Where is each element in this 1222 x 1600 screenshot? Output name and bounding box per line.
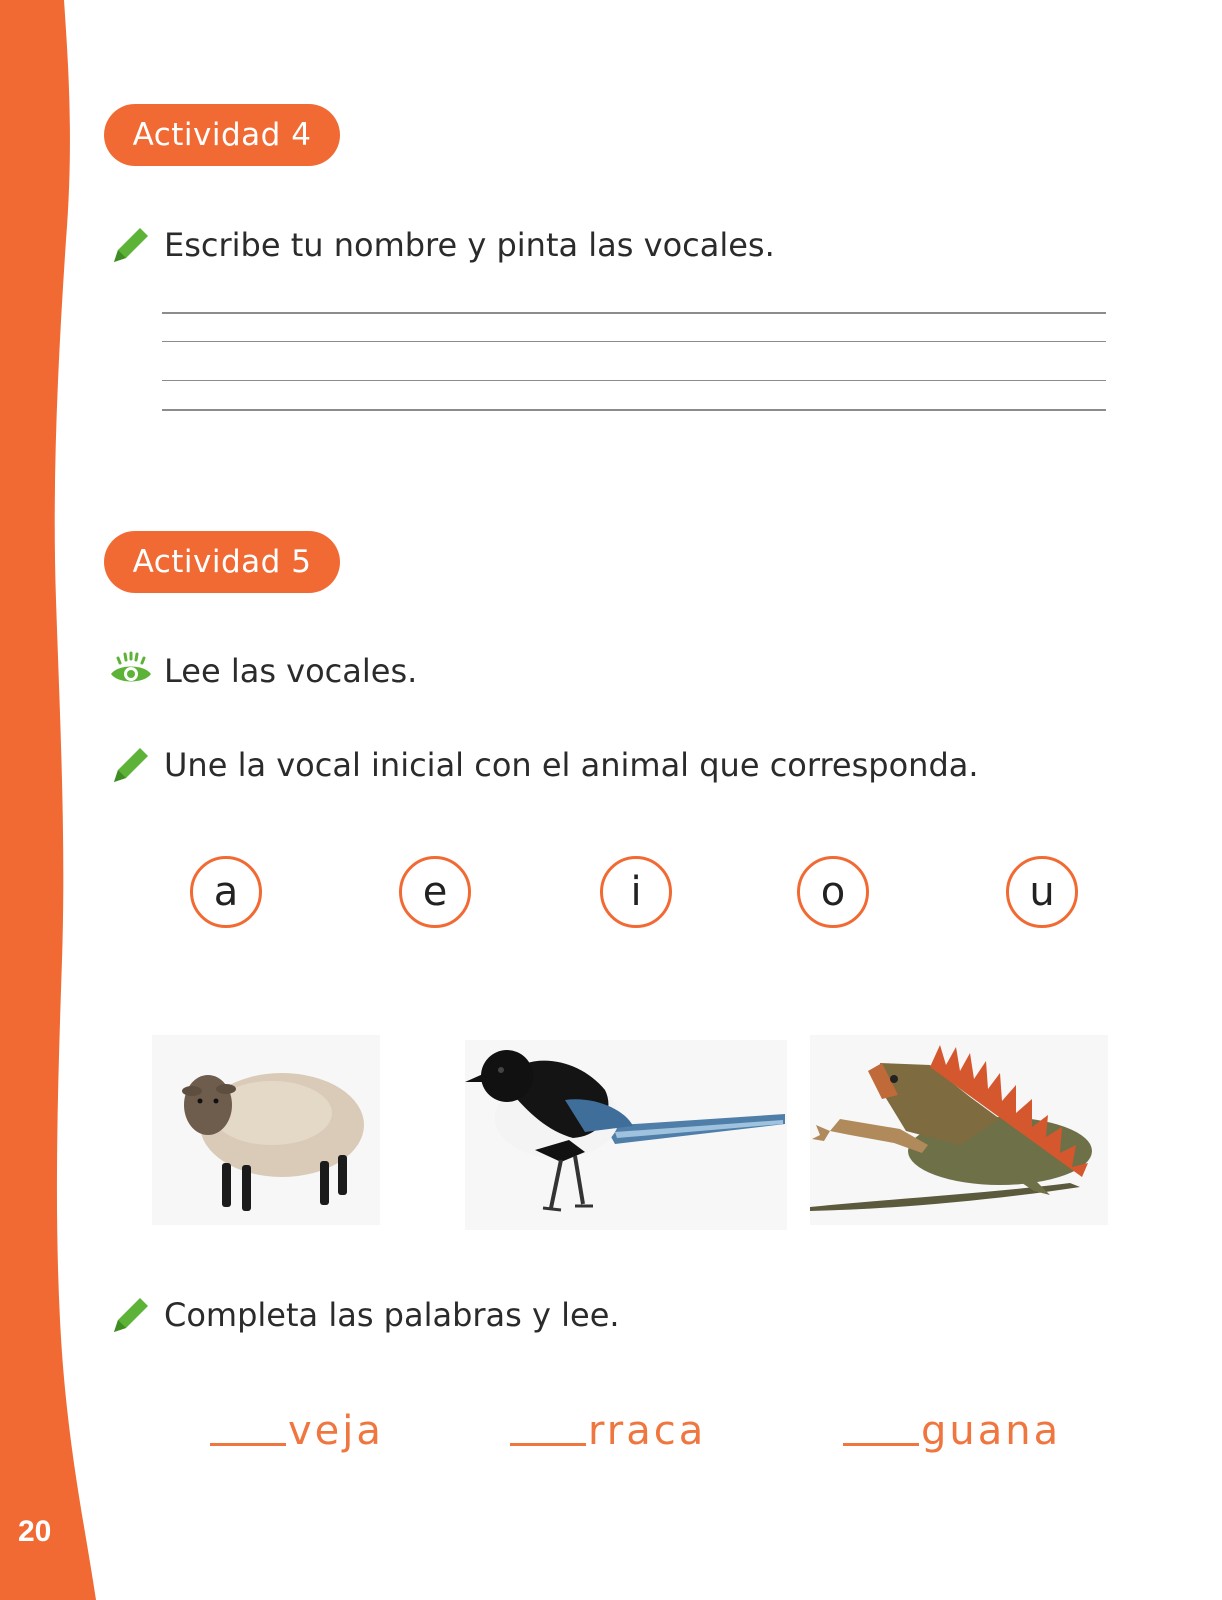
blank-input[interactable] xyxy=(843,1413,919,1446)
instruction-text: Lee las vocales. xyxy=(164,652,418,690)
instruction-text: Une la vocal inicial con el animal que corresponda. xyxy=(164,746,979,784)
instruction-text: Escribe tu nombre y pinta las vocales. xyxy=(164,226,775,264)
blank-input[interactable] xyxy=(210,1413,286,1446)
activity-4-badge: Actividad 4 xyxy=(104,104,340,166)
read-instruction xyxy=(108,646,417,696)
vowel-o-circle[interactable]: o xyxy=(797,856,869,928)
writing-line-mid-2 xyxy=(162,380,1106,381)
pencil-icon xyxy=(108,1292,154,1338)
vowel-a-circle[interactable]: a xyxy=(190,856,262,928)
vowel-u-circle[interactable]: u xyxy=(1006,856,1078,928)
word-ending: rraca xyxy=(588,1408,707,1454)
vowel-e-circle[interactable]: e xyxy=(399,856,471,928)
eye-icon xyxy=(108,648,154,694)
writing-line-top xyxy=(162,312,1106,314)
activity-5-badge: Actividad 5 xyxy=(104,531,340,593)
complete-instruction xyxy=(108,1290,620,1340)
pencil-icon xyxy=(108,742,154,788)
blank-input[interactable] xyxy=(510,1413,586,1446)
pencil-icon xyxy=(108,222,154,268)
instruction-text: Completa las palabras y lee. xyxy=(164,1296,620,1334)
word-iguana xyxy=(843,1408,1061,1454)
name-writing-lines[interactable] xyxy=(162,312,1106,412)
word-ending: guana xyxy=(921,1408,1062,1454)
vowel-i-circle[interactable]: i xyxy=(600,856,672,928)
word-ending: veja xyxy=(288,1408,384,1454)
sheep-image[interactable] xyxy=(152,1035,380,1225)
writing-line-bottom xyxy=(162,409,1106,411)
vowels-row xyxy=(0,856,1222,930)
word-oveja xyxy=(210,1408,384,1454)
word-urraca xyxy=(510,1408,706,1454)
iguana-image[interactable] xyxy=(810,1035,1108,1225)
activity-4-instruction xyxy=(108,220,775,270)
writing-line-mid-1 xyxy=(162,341,1106,342)
page-number: 20 xyxy=(18,1515,52,1548)
side-band xyxy=(0,0,110,1600)
match-instruction xyxy=(108,740,979,790)
magpie-image[interactable] xyxy=(465,1040,787,1230)
